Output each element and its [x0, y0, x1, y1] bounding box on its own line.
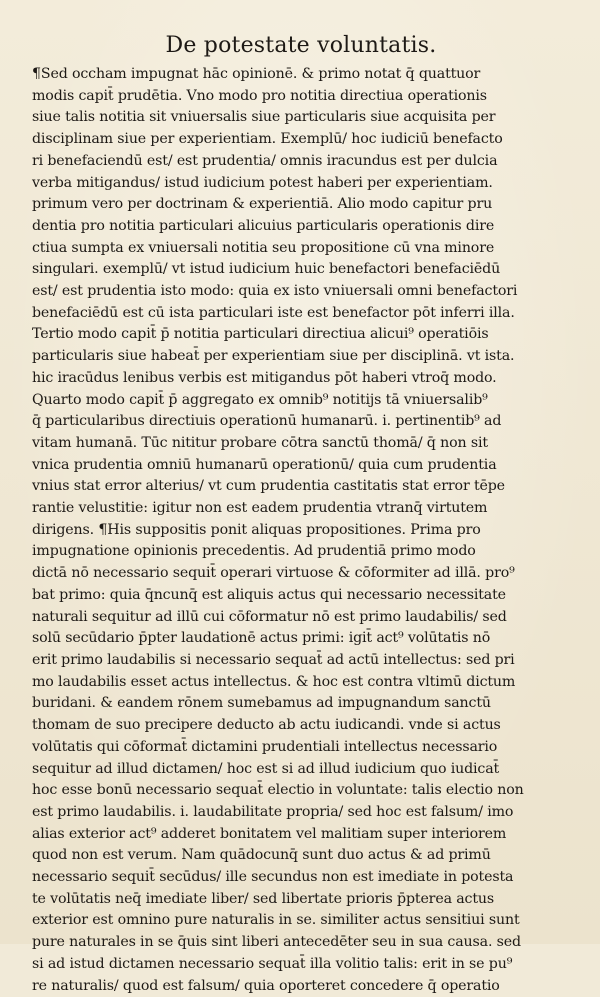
text-line: si ad istud dictamen necessario sequat̄ illa volitio talis: erit in se pu⁹ [32, 955, 513, 972]
body-text [32, 64, 570, 997]
page-heading: De potestate voluntatis. [165, 33, 437, 58]
text-line: particularis siue habeat̄ per experientiam siue per disciplinā. vt ista. [32, 348, 515, 365]
text-line: exterior est omnino pure naturalis in se. similiter actus sensitiui sunt [32, 912, 520, 929]
text-line: benefaciēdū est cū ista particulari iste est benefactor pōt inferri illa. [32, 304, 515, 321]
text-line: Tertio modo capit̄ p̄ notitia particulari directiua alicui⁹ operatiōis [32, 326, 489, 343]
text-line: quod non est verum. Nam quādocunq̄ sunt duo actus & ad primū [32, 847, 491, 864]
text-line: ri benefaciendū est/ est prudentia/ omnis iracundus est per dulcia [32, 152, 498, 169]
text-line: vnica prudentia omniū humanarū operationū/ quia cum prudentia [32, 456, 497, 473]
text-line: Quarto modo capit̄ p̄ aggregato ex omnib⁹ notitijs tā vniuersalib⁹ [32, 391, 488, 408]
text-line: q̄ particularibus directiuis operationū humanarū. i. pertinentib⁹ ad [32, 413, 502, 430]
text-line: alias exterior act⁹ adderet bonitatem vel malitiam super interiorem [32, 825, 507, 842]
text-line: est/ est prudentia isto modo: quia ex isto vniuersali omni benefactori [32, 283, 518, 300]
text-line: hic iracūdus lenibus verbis est mitigandus pōt haberi vtroq̄ modo. [32, 369, 497, 386]
text-line: singulari. exemplū/ vt istud iudicium huic benefactori benefaciēdū [32, 261, 501, 278]
text-line: ¶Sed occham impugnat hāc opinionē. & primo notat q̄ quattuor [32, 66, 481, 82]
text-line: mo laudabilis esset actus intellectus. & hoc est contra vltimū dictum [32, 673, 516, 690]
text-line: ctiua sumpta ex vniuersali notitia seu propositione cū vna minore [32, 239, 495, 256]
text-line: naturali sequitur ad illū cui cōformatur nō est primo laudabilis/ sed [32, 608, 507, 625]
text-line: pure naturales in se q̄uis sint liberi antecedēter seu in sua causa. sed [32, 934, 521, 951]
text-line: disciplinam siue per experientiam. Exemplū/ hoc iudiciū benefacto [32, 131, 503, 148]
text-line: siue talis notitia sit vniuersalis siue particularis siue acquisita per [32, 109, 496, 126]
text-line: impugnatione opinionis precedentis. Ad prudentiā primo modo [32, 543, 476, 560]
text-line: buridani. & eandem rōnem sumebamus ad impugnandum sanctū [32, 695, 491, 712]
text-line: vnius stat error alterius/ vt cum prudentia castitatis stat error tēpe [32, 478, 505, 495]
text-line: dictā nō necessario sequit̄ operari virtuose & cōformiter ad illā. pro⁹ [32, 565, 515, 582]
text-line: verba mitigandus/ istud iudicium potest haberi per experientiam. [32, 174, 493, 191]
text-line: volūtatis qui cōformat̄ dictamini prudentiali intellectus necessario [32, 738, 498, 755]
text-line: bat primo: quia q̄ncunq̄ est aliquis actus qui necessario necessitate [32, 586, 506, 603]
text-line: re naturalis/ quod est falsum/ quia oporteret concedere q̄ operatio [32, 977, 500, 994]
text-line: necessario sequit̄ secūdus/ ille secundus non est imediate in potesta [32, 869, 514, 886]
text-line: rantie velustitie: igitur non est eadem prudentia vtranq̄ virtutem [32, 500, 488, 517]
text-line: dentia pro notitia particulari alicuius particularis operationis dire [32, 217, 495, 234]
text-line: est primo laudabilis. i. laudabilitate propria/ sed hoc est falsum/ imo [32, 803, 514, 820]
text-line: sequitur ad illud dictamen/ hoc est si ad illud iudicium quo iudicat̄ [32, 760, 500, 777]
text-line: dirigens. ¶His suppositis ponit aliquas propositiones. Prima pro [32, 521, 481, 538]
text-line: erit primo laudabilis si necessario sequat̄ ad actū intellectus: sed pri [32, 651, 515, 668]
text-line: primum vero per doctrinam & experientiā. Alio modo capitur pru [32, 196, 493, 213]
text-line: hoc esse bonū necessario sequat̄ electio in voluntate: talis electio non [32, 782, 524, 799]
text-line: modis capit̄ prudētia. Vno modo pro notitia directiua operationis [32, 87, 487, 104]
text-line: solū secūdario p̄pter laudationē actus primi: igit̄ act⁹ volūtatis nō [32, 630, 491, 647]
text-line: te volūtatis neq̄ imediate liber/ sed libertate prioris p̄pterea actus [32, 890, 495, 907]
text-line: vitam humanā. Tūc nititur probare cōtra sanctū thomā/ q̄ non sit [32, 434, 488, 451]
text-line: thomam de suo precipere deducto ab actu iudicandi. vnde si actus [32, 717, 501, 734]
